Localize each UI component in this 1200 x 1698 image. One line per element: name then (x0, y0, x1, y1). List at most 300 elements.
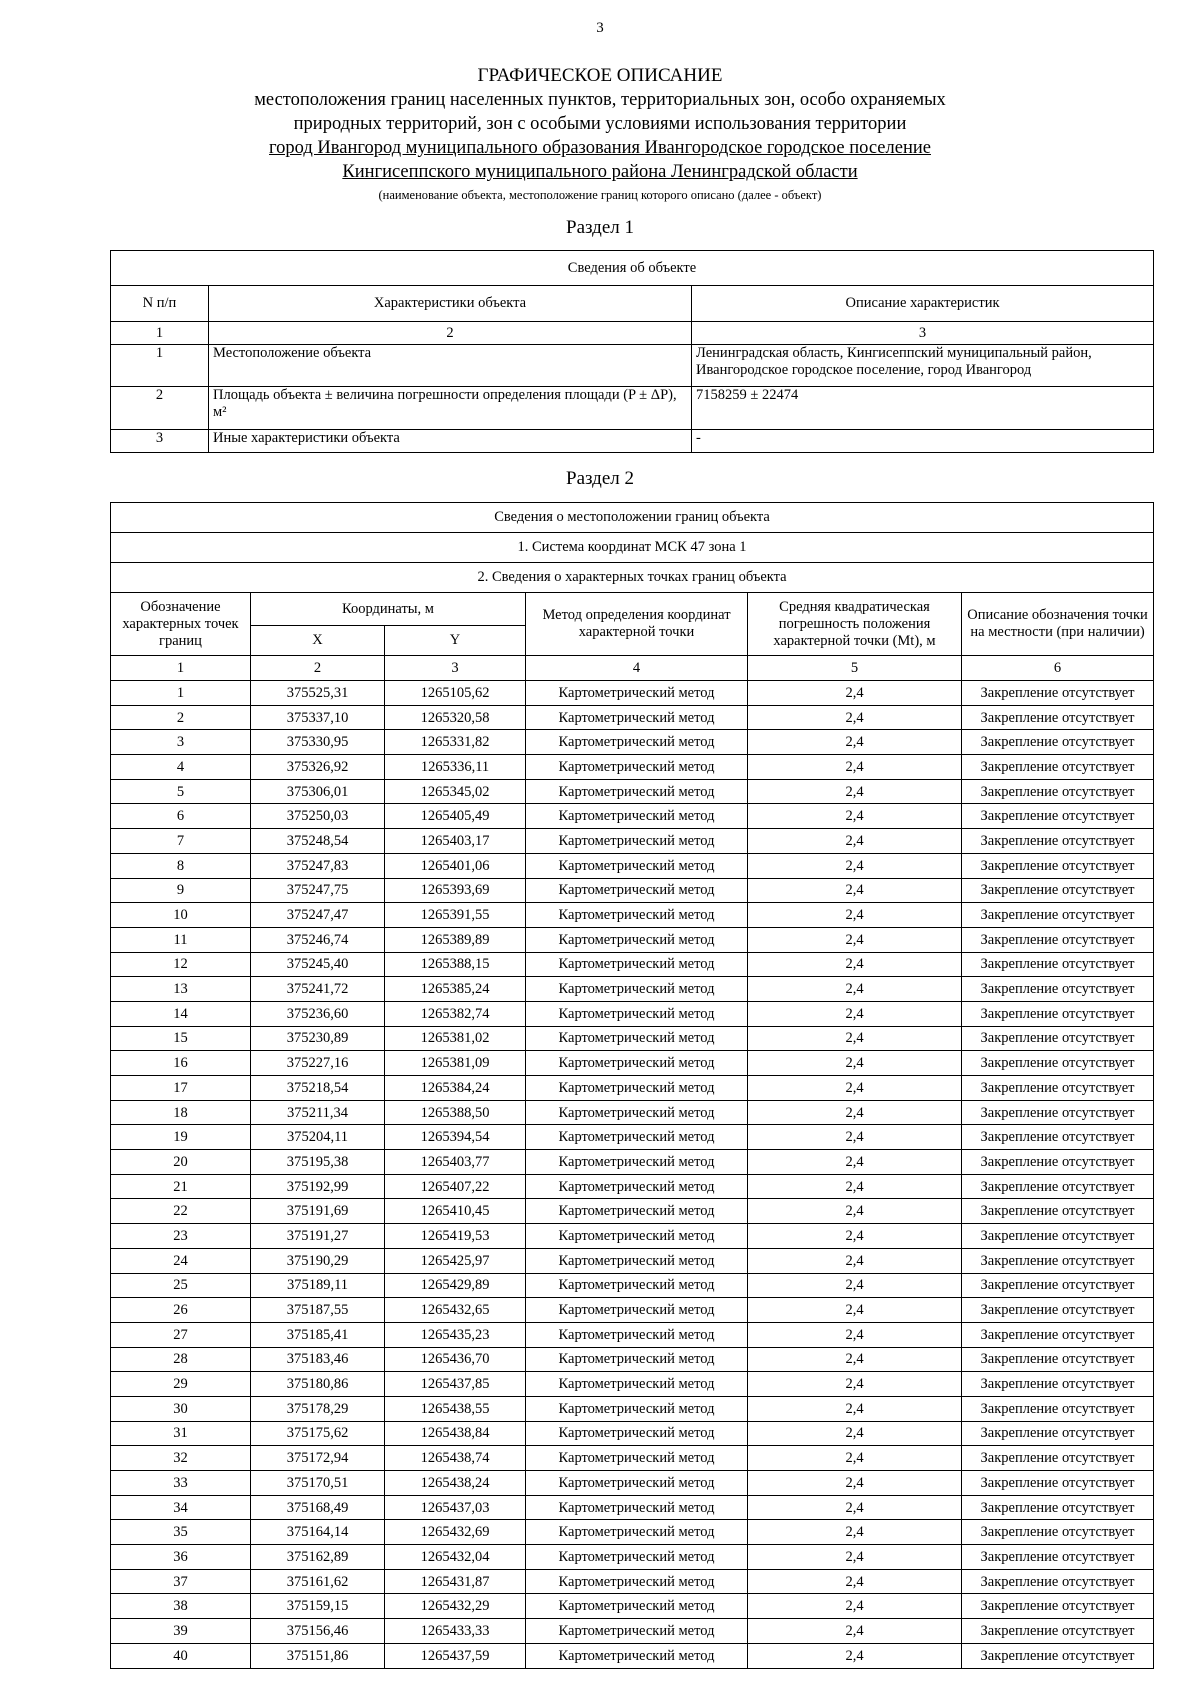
point-description: Закрепление отсутствует (962, 1396, 1154, 1421)
method: Картометрический метод (526, 1001, 748, 1026)
point-description: Закрепление отсутствует (962, 1273, 1154, 1298)
point-description: Закрепление отсутствует (962, 1322, 1154, 1347)
coord-x: 375170,51 (251, 1471, 385, 1496)
method: Картометрический метод (526, 853, 748, 878)
table-row (111, 1298, 1154, 1323)
mean-error: 2,4 (748, 977, 962, 1002)
coord-x: 375227,16 (251, 1051, 385, 1076)
mean-error: 2,4 (748, 1594, 962, 1619)
coord-x: 375172,94 (251, 1446, 385, 1471)
method: Картометрический метод (526, 903, 748, 928)
point-description: Закрепление отсутствует (962, 903, 1154, 928)
point-description: Закрепление отсутствует (962, 829, 1154, 854)
method: Картометрический метод (526, 1224, 748, 1249)
point-description: Закрепление отсутствует (962, 779, 1154, 804)
coord-x: 375246,74 (251, 927, 385, 952)
mean-error: 2,4 (748, 1273, 962, 1298)
mean-error: 2,4 (748, 1446, 962, 1471)
column-header-x: X (251, 626, 385, 656)
point-number: 18 (111, 1100, 251, 1125)
coord-y: 1265388,15 (385, 952, 526, 977)
document-header (0, 64, 1200, 204)
table-row (111, 1248, 1154, 1273)
method: Картометрический метод (526, 1273, 748, 1298)
point-description: Закрепление отсутствует (962, 952, 1154, 977)
column-number: 1 (111, 322, 209, 345)
mean-error: 2,4 (748, 1520, 962, 1545)
method: Картометрический метод (526, 1150, 748, 1175)
table-row (111, 345, 1154, 387)
point-description: Закрепление отсутствует (962, 1224, 1154, 1249)
mean-error: 2,4 (748, 903, 962, 928)
coord-y: 1265436,70 (385, 1347, 526, 1372)
table-row (111, 1076, 1154, 1101)
mean-error: 2,4 (748, 1643, 962, 1668)
coord-x: 375230,89 (251, 1026, 385, 1051)
coord-y: 1265391,55 (385, 903, 526, 928)
coord-x: 375175,62 (251, 1421, 385, 1446)
method: Картометрический метод (526, 1026, 748, 1051)
coord-x: 375156,46 (251, 1619, 385, 1644)
section-2-title: Раздел 2 (566, 468, 634, 489)
point-number: 24 (111, 1248, 251, 1273)
table-row (111, 1520, 1154, 1545)
point-description: Закрепление отсутствует (962, 977, 1154, 1002)
mean-error: 2,4 (748, 705, 962, 730)
point-description: Закрепление отсутствует (962, 1471, 1154, 1496)
point-number: 8 (111, 853, 251, 878)
row-number: 2 (111, 387, 209, 430)
point-description: Закрепление отсутствует (962, 1076, 1154, 1101)
point-number: 3 (111, 730, 251, 755)
method: Картометрический метод (526, 1076, 748, 1101)
point-description: Закрепление отсутствует (962, 1051, 1154, 1076)
method: Картометрический метод (526, 927, 748, 952)
header-line-2: природных территорий, зон с особыми условиями использования территории (293, 114, 907, 134)
mean-error: 2,4 (748, 1495, 962, 1520)
point-number: 32 (111, 1446, 251, 1471)
object-name-line-1: город Ивангород муниципального образования Ивангородское городское поселение (269, 138, 931, 158)
table-row (111, 430, 1154, 453)
coord-x: 375211,34 (251, 1100, 385, 1125)
point-number: 23 (111, 1224, 251, 1249)
mean-error: 2,4 (748, 1026, 962, 1051)
table-row (111, 1273, 1154, 1298)
point-description: Закрепление отсутствует (962, 804, 1154, 829)
point-number: 21 (111, 1174, 251, 1199)
coord-x: 375187,55 (251, 1298, 385, 1323)
method: Картометрический метод (526, 1471, 748, 1496)
coord-y: 1265437,03 (385, 1495, 526, 1520)
mean-error: 2,4 (748, 1347, 962, 1372)
table-row (111, 1001, 1154, 1026)
coord-y: 1265432,69 (385, 1520, 526, 1545)
point-number: 11 (111, 927, 251, 952)
mean-error: 2,4 (748, 1545, 962, 1570)
point-description: Закрепление отсутствует (962, 1174, 1154, 1199)
coord-y: 1265388,50 (385, 1100, 526, 1125)
mean-error: 2,4 (748, 1125, 962, 1150)
mean-error: 2,4 (748, 1421, 962, 1446)
method: Картометрический метод (526, 804, 748, 829)
point-number: 1 (111, 681, 251, 706)
table-row (111, 952, 1154, 977)
coord-y: 1265393,69 (385, 878, 526, 903)
coord-x: 375241,72 (251, 977, 385, 1002)
mean-error: 2,4 (748, 927, 962, 952)
column-header-error: Средняя квадратическая погрешность положения характерной точки (Mt), м (748, 593, 962, 656)
table-row (111, 755, 1154, 780)
characteristic-value: - (692, 430, 1154, 453)
column-number: 2 (209, 322, 692, 345)
coord-x: 375248,54 (251, 829, 385, 854)
row-number: 1 (111, 345, 209, 387)
mean-error: 2,4 (748, 1199, 962, 1224)
method: Картометрический метод (526, 705, 748, 730)
column-header: N п/п (111, 286, 209, 322)
column-header-method: Метод определения координат характерной точки (526, 593, 748, 656)
characteristic-value: Ленинградская область, Кингисеппский муниципальный район, Ивангородское городское поселение, город Ивангород (692, 345, 1154, 387)
column-number: 3 (385, 656, 526, 681)
point-description: Закрепление отсутствует (962, 1569, 1154, 1594)
mean-error: 2,4 (748, 1076, 962, 1101)
coord-x: 375162,89 (251, 1545, 385, 1570)
table-row (111, 853, 1154, 878)
table-row (111, 1594, 1154, 1619)
coord-x: 375192,99 (251, 1174, 385, 1199)
method: Картометрический метод (526, 1594, 748, 1619)
point-number: 27 (111, 1322, 251, 1347)
point-description: Закрепление отсутствует (962, 1643, 1154, 1668)
point-description: Закрепление отсутствует (962, 1150, 1154, 1175)
coord-y: 1265437,59 (385, 1643, 526, 1668)
point-number: 22 (111, 1199, 251, 1224)
mean-error: 2,4 (748, 755, 962, 780)
method: Картометрический метод (526, 1520, 748, 1545)
point-number: 17 (111, 1076, 251, 1101)
method: Картометрический метод (526, 1619, 748, 1644)
point-number: 33 (111, 1471, 251, 1496)
table-row (111, 1495, 1154, 1520)
column-header: Характеристики объекта (209, 286, 692, 322)
point-number: 10 (111, 903, 251, 928)
coord-x: 375151,86 (251, 1643, 385, 1668)
point-number: 5 (111, 779, 251, 804)
coord-x: 375159,15 (251, 1594, 385, 1619)
point-number: 34 (111, 1495, 251, 1520)
coord-y: 1265381,09 (385, 1051, 526, 1076)
coord-x: 375204,11 (251, 1125, 385, 1150)
coord-y: 1265394,54 (385, 1125, 526, 1150)
mean-error: 2,4 (748, 1001, 962, 1026)
coord-y: 1265389,89 (385, 927, 526, 952)
point-description: Закрепление отсутствует (962, 1372, 1154, 1397)
table-row (111, 681, 1154, 706)
coord-x: 375191,27 (251, 1224, 385, 1249)
table-row (111, 1100, 1154, 1125)
table-row (111, 1372, 1154, 1397)
method: Картометрический метод (526, 829, 748, 854)
point-description: Закрепление отсутствует (962, 1619, 1154, 1644)
coord-y: 1265432,04 (385, 1545, 526, 1570)
mean-error: 2,4 (748, 1372, 962, 1397)
coord-y: 1265433,33 (385, 1619, 526, 1644)
method: Картометрический метод (526, 1421, 748, 1446)
coord-y: 1265419,53 (385, 1224, 526, 1249)
coord-y: 1265336,11 (385, 755, 526, 780)
mean-error: 2,4 (748, 853, 962, 878)
coord-y: 1265437,85 (385, 1372, 526, 1397)
points-title: 2. Сведения о характерных точках границ объекта (111, 563, 1154, 593)
mean-error: 2,4 (748, 681, 962, 706)
point-number: 16 (111, 1051, 251, 1076)
method: Картометрический метод (526, 1199, 748, 1224)
coord-x: 375190,29 (251, 1248, 385, 1273)
point-description: Закрепление отсутствует (962, 1298, 1154, 1323)
coord-x: 375247,75 (251, 878, 385, 903)
coord-y: 1265425,97 (385, 1248, 526, 1273)
characteristic-value: 7158259 ± 22474 (692, 387, 1154, 430)
point-description: Закрепление отсутствует (962, 927, 1154, 952)
table-row (111, 829, 1154, 854)
method: Картометрический метод (526, 977, 748, 1002)
characteristic-name: Площадь объекта ± величина погрешности определения площади (P ± ΔP), м² (209, 387, 692, 430)
coordinate-system: 1. Система координат МСК 47 зона 1 (111, 533, 1154, 563)
point-number: 14 (111, 1001, 251, 1026)
mean-error: 2,4 (748, 1248, 962, 1273)
coord-y: 1265403,77 (385, 1150, 526, 1175)
mean-error: 2,4 (748, 1224, 962, 1249)
point-description: Закрепление отсутствует (962, 1545, 1154, 1570)
column-header-coords: Координаты, м (251, 593, 526, 626)
object-info-table (110, 250, 1154, 453)
table-row (111, 1471, 1154, 1496)
point-number: 20 (111, 1150, 251, 1175)
point-description: Закрепление отсутствует (962, 1199, 1154, 1224)
point-number: 35 (111, 1520, 251, 1545)
coord-x: 375168,49 (251, 1495, 385, 1520)
mean-error: 2,4 (748, 1322, 962, 1347)
table-row (111, 1619, 1154, 1644)
method: Картометрический метод (526, 779, 748, 804)
table-row (111, 1421, 1154, 1446)
table-row (111, 1569, 1154, 1594)
column-header-point: Обозначение характерных точек границ (111, 593, 251, 656)
point-number: 30 (111, 1396, 251, 1421)
table-row (111, 1396, 1154, 1421)
row-number: 3 (111, 430, 209, 453)
table-row (111, 387, 1154, 430)
coord-x: 375191,69 (251, 1199, 385, 1224)
method: Картометрический метод (526, 1495, 748, 1520)
boundary-table-title: Сведения о местоположении границ объекта (111, 503, 1154, 533)
table-row (111, 1643, 1154, 1668)
mean-error: 2,4 (748, 1396, 962, 1421)
table-row (111, 705, 1154, 730)
coord-y: 1265331,82 (385, 730, 526, 755)
mean-error: 2,4 (748, 730, 962, 755)
point-number: 40 (111, 1643, 251, 1668)
method: Картометрический метод (526, 952, 748, 977)
method: Картометрический метод (526, 1643, 748, 1668)
coord-y: 1265438,84 (385, 1421, 526, 1446)
object-name-note: (наименование объекта, местоположение границ которого описано (далее - объект) (378, 188, 822, 202)
method: Картометрический метод (526, 681, 748, 706)
mean-error: 2,4 (748, 1174, 962, 1199)
coord-x: 375525,31 (251, 681, 385, 706)
coord-x: 375330,95 (251, 730, 385, 755)
characteristic-name: Местоположение объекта (209, 345, 692, 387)
table-row (111, 730, 1154, 755)
table-row (111, 1125, 1154, 1150)
point-description: Закрепление отсутствует (962, 1248, 1154, 1273)
point-number: 7 (111, 829, 251, 854)
method: Картометрический метод (526, 1347, 748, 1372)
table-row (111, 1224, 1154, 1249)
coord-y: 1265432,65 (385, 1298, 526, 1323)
column-number: 3 (692, 322, 1154, 345)
coord-x: 375306,01 (251, 779, 385, 804)
coord-x: 375161,62 (251, 1569, 385, 1594)
method: Картометрический метод (526, 1545, 748, 1570)
coord-x: 375245,40 (251, 952, 385, 977)
method: Картометрический метод (526, 1051, 748, 1076)
coord-x: 375195,38 (251, 1150, 385, 1175)
column-number: 5 (748, 656, 962, 681)
coord-y: 1265381,02 (385, 1026, 526, 1051)
mean-error: 2,4 (748, 1051, 962, 1076)
coord-y: 1265385,24 (385, 977, 526, 1002)
column-header-description: Описание обозначения точки на местности (при наличии) (962, 593, 1154, 656)
point-description: Закрепление отсутствует (962, 681, 1154, 706)
table-row (111, 1051, 1154, 1076)
header-line-1: местоположения границ населенных пунктов, территориальных зон, особо охраняемых (254, 90, 946, 110)
document-title: ГРАФИЧЕСКОЕ ОПИСАНИЕ (477, 65, 723, 86)
point-number: 9 (111, 878, 251, 903)
table-row (111, 878, 1154, 903)
coord-y: 1265382,74 (385, 1001, 526, 1026)
mean-error: 2,4 (748, 1619, 962, 1644)
characteristic-name: Иные характеристики объекта (209, 430, 692, 453)
method: Картометрический метод (526, 878, 748, 903)
coord-x: 375183,46 (251, 1347, 385, 1372)
point-number: 12 (111, 952, 251, 977)
table-row (111, 1174, 1154, 1199)
table-row (111, 1545, 1154, 1570)
method: Картометрический метод (526, 730, 748, 755)
point-description: Закрепление отсутствует (962, 1421, 1154, 1446)
coord-x: 375250,03 (251, 804, 385, 829)
coord-x: 375164,14 (251, 1520, 385, 1545)
coord-y: 1265438,55 (385, 1396, 526, 1421)
mean-error: 2,4 (748, 1100, 962, 1125)
point-description: Закрепление отсутствует (962, 878, 1154, 903)
point-number: 2 (111, 705, 251, 730)
boundary-points-table (110, 502, 1154, 1669)
point-number: 31 (111, 1421, 251, 1446)
point-description: Закрепление отсутствует (962, 1125, 1154, 1150)
table-row (111, 1347, 1154, 1372)
method: Картометрический метод (526, 1125, 748, 1150)
column-number: 1 (111, 656, 251, 681)
column-header-y: Y (385, 626, 526, 656)
point-number: 39 (111, 1619, 251, 1644)
point-number: 38 (111, 1594, 251, 1619)
coord-y: 1265435,23 (385, 1322, 526, 1347)
coord-y: 1265438,24 (385, 1471, 526, 1496)
coord-x: 375247,83 (251, 853, 385, 878)
table-row (111, 903, 1154, 928)
coord-x: 375218,54 (251, 1076, 385, 1101)
table-row (111, 1026, 1154, 1051)
mean-error: 2,4 (748, 1150, 962, 1175)
method: Картометрический метод (526, 1100, 748, 1125)
method: Картометрический метод (526, 1446, 748, 1471)
method: Картометрический метод (526, 1372, 748, 1397)
mean-error: 2,4 (748, 779, 962, 804)
table-row (111, 977, 1154, 1002)
mean-error: 2,4 (748, 952, 962, 977)
coord-y: 1265431,87 (385, 1569, 526, 1594)
point-number: 6 (111, 804, 251, 829)
point-description: Закрепление отсутствует (962, 1001, 1154, 1026)
table-row (111, 804, 1154, 829)
method: Картометрический метод (526, 1322, 748, 1347)
mean-error: 2,4 (748, 1471, 962, 1496)
point-description: Закрепление отсутствует (962, 1520, 1154, 1545)
mean-error: 2,4 (748, 804, 962, 829)
coord-x: 375189,11 (251, 1273, 385, 1298)
point-number: 25 (111, 1273, 251, 1298)
coord-x: 375326,92 (251, 755, 385, 780)
coord-y: 1265384,24 (385, 1076, 526, 1101)
coord-x: 375247,47 (251, 903, 385, 928)
coord-y: 1265345,02 (385, 779, 526, 804)
method: Картометрический метод (526, 1248, 748, 1273)
column-number: 4 (526, 656, 748, 681)
table-row (111, 927, 1154, 952)
mean-error: 2,4 (748, 1569, 962, 1594)
method: Картометрический метод (526, 1174, 748, 1199)
point-number: 37 (111, 1569, 251, 1594)
coord-y: 1265320,58 (385, 705, 526, 730)
point-number: 36 (111, 1545, 251, 1570)
point-description: Закрепление отсутствует (962, 755, 1154, 780)
table-row (111, 1150, 1154, 1175)
object-info-table-title: Сведения об объекте (111, 251, 1154, 286)
table-row (111, 1322, 1154, 1347)
coord-y: 1265429,89 (385, 1273, 526, 1298)
table-row (111, 1199, 1154, 1224)
section-1-title: Раздел 1 (566, 217, 634, 238)
object-name-line-2: Кингисеппского муниципального района Ленинградской области (342, 162, 858, 182)
coord-y: 1265432,29 (385, 1594, 526, 1619)
point-description: Закрепление отсутствует (962, 1100, 1154, 1125)
column-number: 6 (962, 656, 1154, 681)
coord-x: 375236,60 (251, 1001, 385, 1026)
mean-error: 2,4 (748, 1298, 962, 1323)
method: Картометрический метод (526, 1298, 748, 1323)
table-row (111, 1446, 1154, 1471)
coord-x: 375185,41 (251, 1322, 385, 1347)
point-description: Закрепление отсутствует (962, 1026, 1154, 1051)
point-description: Закрепление отсутствует (962, 1347, 1154, 1372)
coord-x: 375180,86 (251, 1372, 385, 1397)
point-number: 29 (111, 1372, 251, 1397)
coord-y: 1265405,49 (385, 804, 526, 829)
coord-y: 1265105,62 (385, 681, 526, 706)
mean-error: 2,4 (748, 829, 962, 854)
